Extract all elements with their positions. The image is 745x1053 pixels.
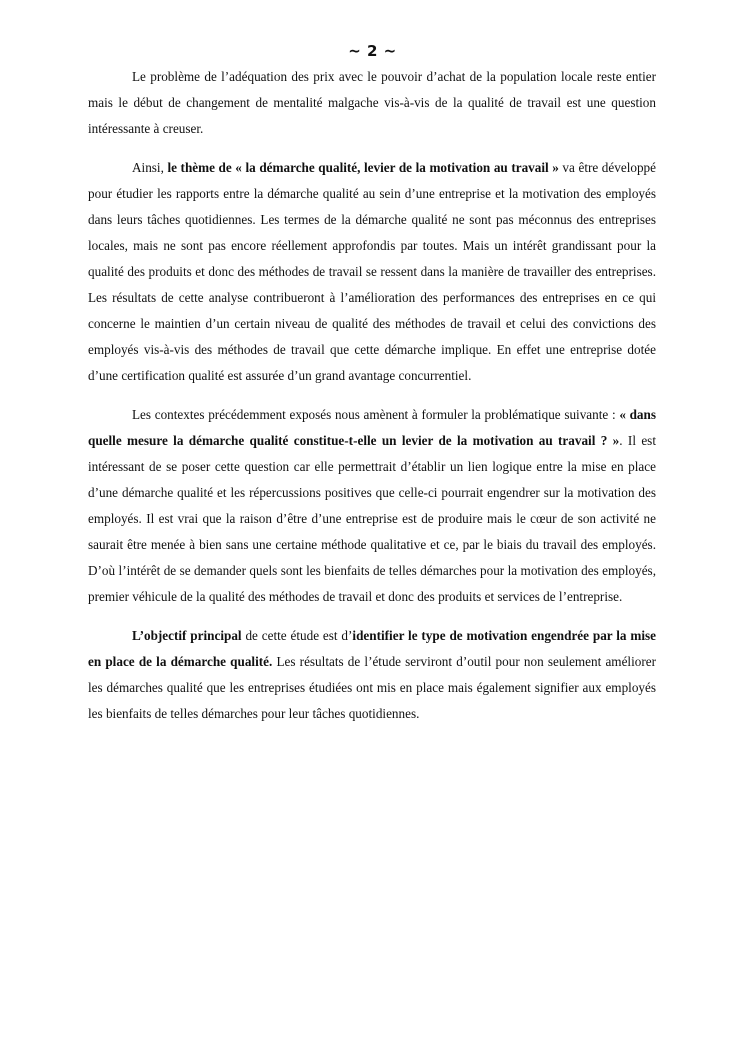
paragraph-price-adequation — [88, 64, 656, 142]
bold-text-run: « dans quelle mesure la démarche qualité constitue-t-elle un levier de la motivation au travail ? » — [88, 407, 656, 448]
text-run: Ainsi, — [132, 160, 168, 175]
paragraph-theme — [88, 155, 656, 389]
text-run: Les résultats de l’étude serviront d’outil pour non seulement améliorer les démarches qualité que les entreprises étudiées ont mis en place mais également signifier aux employés les bienfaits de telles démarches pour leur tâches quotidiennes. — [88, 654, 656, 721]
bold-text-run: identifier le type de motivation engendrée par la mise en place de la démarche qualité. — [88, 628, 657, 669]
text-run: . Il est intéressant de se poser cette question car elle permettrait d’établir un lien logique entre la mise en place d’une démarche qualité et les répercussions positives que celle-ci pourrait engendrer sur la motivation des employés. Il est vrai que la raison d’être d’une entreprise est de produire mais le cœur de son activité ne saurait être menée à bien sans une certaine méthode qualitative et ce, par le biais du travail des employés. D’où l’intérêt de se demander quels sont les bienfaits de telles démarches pour la motivation des employés, premier véhicule de la qualité des méthodes de travail et donc des produits et services de l’entreprise. — [88, 433, 656, 604]
bold-text-run: L’objectif principal — [132, 628, 242, 643]
paragraph-objectif — [88, 623, 656, 727]
page-number: ~ 2 ~ — [348, 42, 397, 60]
text-run: va être développé pour étudier les rapports entre la démarche qualité au sein d’une entreprise et la motivation des employés dans leurs tâches quotidiennes. Les termes de la démarche qualité ne sont pas méconnus des entreprises locales, mais ne sont pas encore réellement approfondis par toutes. Mais un intérêt grandissant pour la qualité des produits et donc des méthodes de travail se ressent dans la manière de travailler des entreprises. Les résultats de cette analyse contribueront à l’amélioration des performances des entreprises en ce qui concerne le maintien d’un certain niveau de qualité des méthodes de travail et celui des convictions des employés vis-à-vis des méthodes de travail que cette démarche implique. En effet une entreprise dotée d’une certification qualité est assurée d’un grand avantage concurrentiel. — [88, 160, 656, 383]
bold-text-run: le thème de « la démarche qualité, levier de la motivation au travail » — [167, 160, 559, 175]
text-run: de cette étude est d’ — [241, 628, 353, 643]
body-text — [88, 64, 656, 740]
text-run: Le problème de l’adéquation des prix avec le pouvoir d’achat de la population locale reste entier mais le début de changement de mentalité malgache vis-à-vis de la qualité de travail est une question intéressante à creuser. — [88, 69, 656, 136]
text-run: Les contextes précédemment exposés nous amènent à formuler la problématique suivante : — [132, 407, 620, 422]
paragraph-problematique — [88, 402, 656, 610]
